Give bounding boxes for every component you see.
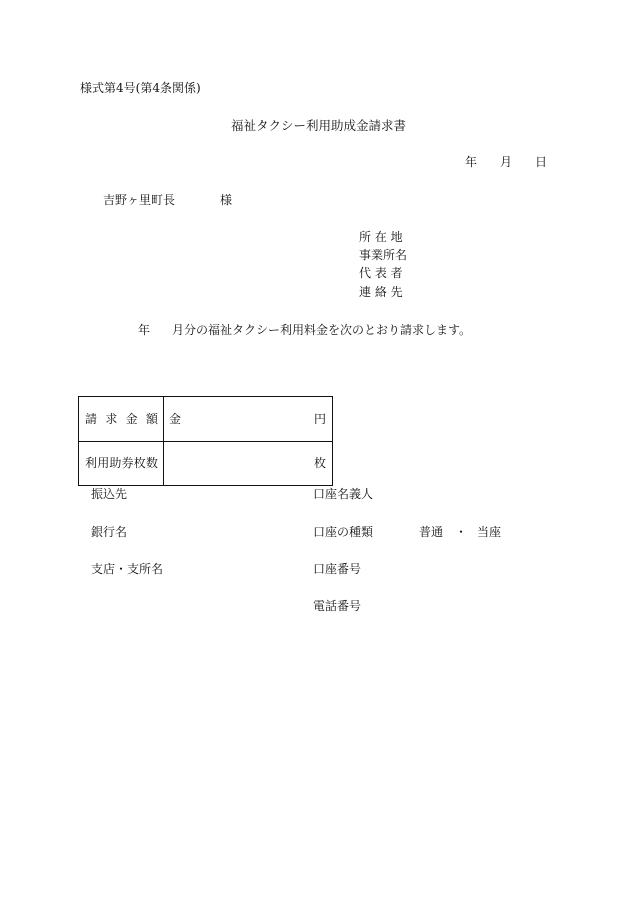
account-holder-label: 口座名義人	[313, 487, 374, 501]
date-month-label: 月	[500, 155, 513, 169]
applicant-office-label: 事業所名	[359, 248, 408, 262]
statement-text: 月分の福祉タクシー利用料金を次のとおり請求します。	[172, 323, 472, 337]
bank-name-label: 銀行名	[91, 525, 128, 539]
claim-amount-unit: 円	[313, 412, 326, 426]
date-year-label: 年	[465, 155, 478, 169]
account-type-label: 口座の種類	[313, 525, 374, 539]
claim-tickets-unit: 枚	[313, 456, 326, 470]
document-title: 福祉タクシー利用助成金請求書	[231, 118, 407, 133]
applicant-contact-label: 連 絡 先	[359, 285, 403, 299]
claim-amount-prefix: 金	[169, 412, 182, 426]
branch-label: 支店・支所名	[91, 562, 164, 576]
account-type-current: 当座	[477, 525, 502, 539]
applicant-address-label: 所 在 地	[359, 230, 403, 244]
account-type-separator: ・	[455, 525, 468, 539]
phone-label: 電話番号	[313, 599, 362, 613]
addressee-honorific: 様	[220, 193, 233, 207]
claim-row-amount	[79, 397, 332, 442]
account-number-label: 口座番号	[313, 562, 362, 576]
claim-row-tickets	[79, 441, 332, 485]
applicant-representative-label: 代 表 者	[359, 266, 403, 280]
claim-tickets-label: 利用助券枚数	[85, 456, 158, 470]
claim-table	[78, 396, 333, 486]
transfer-label: 振込先	[91, 487, 128, 501]
claim-amount-label: 請 求 金 額	[85, 412, 158, 426]
date-day-label: 日	[535, 155, 548, 169]
statement-year-label: 年	[138, 323, 151, 337]
form-number: 様式第4号(第4条関係)	[80, 81, 201, 95]
addressee-name: 吉野ヶ里町長	[103, 193, 176, 207]
account-type-ordinary: 普通	[419, 525, 444, 539]
claim-table-divider	[163, 397, 164, 485]
